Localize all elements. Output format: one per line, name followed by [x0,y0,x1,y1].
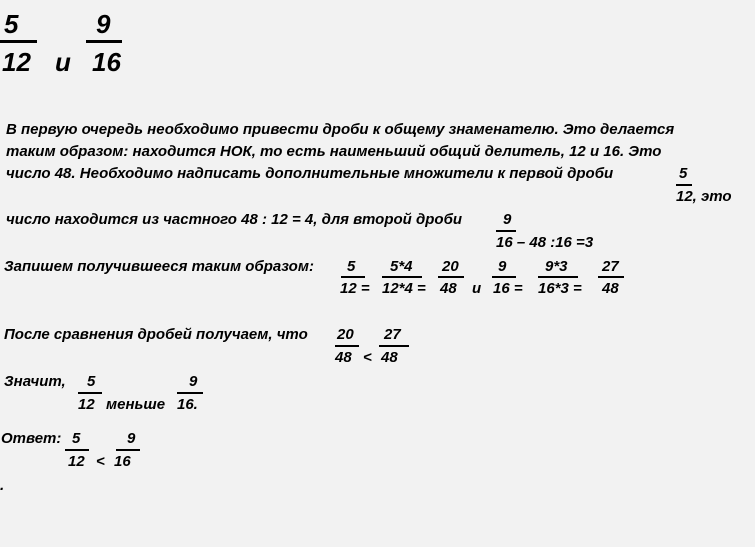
compare-operator: < [363,349,372,366]
write-num-5: 9*3 [545,258,568,275]
write-bar-3 [438,276,464,278]
means-den-2: 16. [177,396,198,413]
paragraph-fraction2-denominator: 16 – 48 :16 =3 [496,234,594,251]
trailing-dot: . [0,477,5,494]
answer-num-2: 9 [127,430,136,447]
write-bar-1 [341,276,365,278]
compare-bar-2 [379,345,409,347]
paragraph-line-4: число находится из частного 48 : 12 = 4, для второй дроби [6,211,463,228]
write-num-2: 5*4 [390,258,413,275]
compare-label: После сравнения дробей получаем, что [4,326,308,343]
write-den-2: 12*4 = [382,280,426,297]
answer-bar-2 [116,449,140,451]
write-bar-4 [492,276,516,278]
title-fraction-bar-2 [86,40,122,43]
title-numerator-5: 5 [4,9,19,39]
paragraph-fraction2-numerator: 9 [503,211,512,228]
write-num-1: 5 [347,258,356,275]
means-bar-1 [78,392,102,394]
write-den-3: 48 [440,280,457,297]
compare-den-2: 48 [381,349,398,366]
write-bar-2 [382,276,422,278]
paragraph-line-3: число 48. Необходимо надписать дополнительные множители к первой дроби [6,165,614,182]
means-label: Значит, [4,373,66,390]
write-bar-6 [598,276,624,278]
answer-num-1: 5 [72,430,81,447]
means-num-2: 9 [189,373,198,390]
write-bar-5 [538,276,578,278]
answer-operator: < [96,453,105,470]
means-num-1: 5 [87,373,96,390]
paragraph-fraction-denominator: 12, это [676,188,732,205]
means-bar-2 [177,392,203,394]
answer-den-2: 16 [114,453,131,470]
answer-den-1: 12 [68,453,85,470]
means-den-1: 12 [78,396,95,413]
write-den-4: 16 = [493,280,523,297]
answer-label: Ответ: [1,430,62,447]
compare-num-2: 27 [384,326,401,343]
paragraph-fraction-numerator: 5 [679,165,688,182]
compare-bar-1 [335,345,359,347]
write-num-4: 9 [498,258,507,275]
title-fraction-bar-1 [0,40,37,43]
write-den-6: 48 [602,280,619,297]
answer-bar-1 [65,449,89,451]
title-denominator-16: 16 [92,47,121,77]
write-den-1: 12 = [340,280,370,297]
write-label: Запишем получившееся таким образом: [4,258,314,275]
compare-num-1: 20 [337,326,354,343]
title-denominator-12: 12 [2,47,31,77]
compare-den-1: 48 [335,349,352,366]
means-word: меньше [106,396,166,413]
paragraph-line-2: таким образом: находится НОК, то есть наименьший общий делитель, 12 и 16. Это [6,143,662,160]
paragraph-line-1: В первую очередь необходимо привести дроби к общему знаменателю. Это делается [6,121,675,138]
write-den-5: 16*3 = [538,280,582,297]
title-numerator-9: 9 [96,9,111,39]
write-conjunction: и [472,280,482,297]
title-conjunction: и [55,47,71,77]
write-num-3: 20 [442,258,459,275]
paragraph-fraction2-bar [496,230,516,232]
write-num-6: 27 [602,258,619,275]
paragraph-fraction-bar [676,184,692,186]
